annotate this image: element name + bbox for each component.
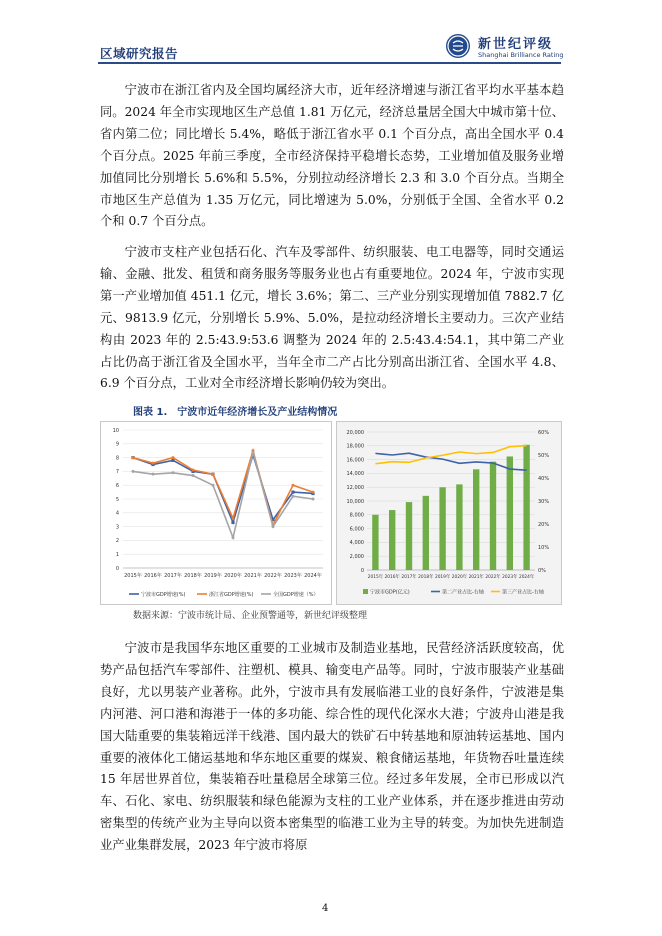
y-tick-label: 7 [115, 469, 119, 476]
data-point [212, 473, 215, 476]
x-tick-label: 2017年 [164, 573, 182, 579]
x-tick-label: 2018年 [184, 573, 202, 579]
y-tick-label: 10,000 [346, 498, 364, 505]
x-tick-label: 2023年 [502, 575, 518, 580]
x-tick-label: 2016年 [144, 573, 162, 579]
x-tick-label: 2023年 [284, 573, 302, 579]
x-tick-label: 2019年 [434, 575, 451, 580]
y-tick-label: 18,000 [346, 443, 364, 450]
data-point [192, 469, 195, 472]
data-point [291, 491, 294, 494]
body-paragraph: 宁波市在浙江省内及全国均属经济大市，近年经济增速与浙江省平均水平基本趋同。2024 年全市实现地区生产总值 1.81 万亿元，经济总量居全国大中城市第十位、省内第二位；同比增长 5.4%，略低于浙江省水平 0.1 个百分点，高出全国水平 0.4 个百分点。2025 年前三季度，全市经济保持平稳增长态势，工业增加值及服务业增加值同比分别增长 5.6%和 5.5%，分别拉动经济增长 2.3 和 3.0 个百分点。当期全市地区生产总值为 1.35 万亿元，同比增速为 5.0%，分别低于全国、全省水平 0.2 个和 0.7 个百分点。 [100, 83, 564, 229]
y-tick-label: 5 [115, 496, 119, 503]
bar [473, 469, 479, 570]
y-tick-label: 0 [115, 565, 119, 572]
y-tick-label: 14,000 [346, 471, 364, 478]
figure-label: 图表 1. [133, 407, 168, 418]
body-paragraph: 宁波市是我国华东地区重要的工业城市及制造业基地，民营经济活跃度较高，优势产品包括汽车零部件、注塑机、模具、输变电产品等。同时，宁波市服装产业基础良好，尤以男装产业著称。此外，宁波市具有发展临港工业的良好条件，宁波港是集内河港、河口港和海港于一体的多功能、综合性的现代化深水大港；宁波舟山港是我国大陆重要的集装箱远洋干线港、国内最大的铁矿石中转基地和原油转运基地、国内重要的液体化工储运基地和华东地区重要的煤炭、粮食储运基地，年货物吞吐量连续 15 年居世界首位，集装箱吞吐量稳居全球第三位。经过多年发展，全市已形成以汽车、石化、家电、纺织服装和绿色能源为支柱的工业产业体系，并在逐步推进由劳动密集型的传统产业为主导向以资本密集型的临港工业为主导的转变。为加快先进制造业产业集群发展，2023 年宁波市将原 [100, 641, 564, 853]
x-tick-label: 2015年 [124, 573, 142, 579]
bar [406, 502, 412, 570]
bar [439, 487, 445, 570]
y2-tick-label: 0% [538, 567, 546, 574]
legend-label: 全国GDP增速（%） [273, 592, 319, 598]
y-tick-label: 6,000 [349, 526, 364, 533]
bar [490, 462, 496, 570]
data-point [172, 471, 175, 474]
data-point [171, 459, 174, 462]
data-point [292, 495, 295, 498]
data-point [231, 521, 234, 524]
y-tick-label: 0 [360, 567, 364, 574]
y2-tick-label: 30% [538, 498, 550, 505]
series-line [133, 451, 313, 526]
x-tick-label: 2020年 [224, 573, 242, 579]
data-point [312, 491, 315, 494]
x-tick-label: 2019年 [204, 573, 222, 579]
x-tick-label: 2017年 [401, 575, 417, 580]
gdp-growth-line-chart [100, 421, 332, 605]
y2-tick-label: 50% [538, 452, 550, 459]
y2-tick-label: 10% [538, 544, 550, 551]
data-point [272, 525, 275, 528]
y2-tick-label: 40% [538, 475, 550, 482]
page-header [0, 0, 662, 64]
page-number: 4 [322, 903, 329, 914]
logo-seal-icon [446, 34, 470, 58]
data-point [212, 484, 215, 487]
brand-name-cn: 新世纪评级 [478, 37, 554, 52]
y-tick-label: 10 [112, 427, 119, 434]
y-tick-label: 16,000 [346, 457, 364, 464]
data-point [172, 456, 175, 459]
y-tick-label: 2,000 [349, 554, 364, 560]
data-point [132, 470, 135, 473]
y-tick-label: 9 [115, 441, 119, 448]
x-tick-label: 2020年 [451, 575, 468, 580]
y-tick-label: 6 [115, 483, 119, 489]
data-point [292, 484, 295, 487]
legend-label: 第二产业占比-右轴 [442, 589, 484, 596]
x-tick-label: 2024年 [304, 573, 322, 579]
gdp-structure-combo-chart [336, 421, 562, 605]
legend-swatch [363, 589, 368, 594]
x-tick-label: 2024年 [518, 575, 535, 580]
bar [523, 445, 529, 570]
gdp-growth-chart-svg [101, 422, 331, 604]
y-tick-label: 3 [115, 524, 119, 531]
gdp-structure-chart-svg [337, 422, 561, 604]
y-tick-label: 4 [115, 510, 119, 517]
figure-source: 数据来源：宁波市统计局、企业预警通等，新世纪评级整理 [133, 611, 368, 621]
legend-label: 宁波市GDP(亿元) [370, 589, 410, 596]
x-tick-label: 2021年 [468, 575, 484, 580]
legend-label: 浙江省GDP增速(%) [209, 592, 254, 598]
figure-caption: 宁波市近年经济增长及产业结构情况 [177, 407, 338, 418]
x-tick-label: 2015年 [367, 575, 384, 580]
y-tick-label: 20,000 [346, 429, 364, 436]
data-point [192, 474, 195, 477]
figure-title [133, 403, 337, 418]
header-divider [98, 62, 561, 64]
legend-label: 宁波市GDP增速(%) [141, 592, 186, 598]
bar [372, 515, 378, 570]
y-tick-label: 8,000 [349, 512, 364, 519]
data-point [232, 517, 235, 520]
bar [507, 456, 513, 570]
brand-name-en: Shanghai Brilliance Rating [478, 51, 564, 59]
x-tick-label: 2022年 [485, 575, 501, 580]
y2-tick-label: 20% [538, 521, 550, 528]
y-tick-label: 4,000 [349, 540, 364, 547]
bar [423, 496, 429, 570]
y-tick-label: 1 [115, 552, 119, 558]
x-tick-label: 2018年 [418, 575, 434, 580]
y2-tick-label: 60% [538, 429, 550, 436]
bar [456, 484, 462, 570]
data-point [252, 451, 255, 454]
bar [389, 510, 395, 570]
y-tick-label: 12,000 [346, 485, 364, 491]
y-tick-label: 2 [115, 538, 119, 545]
body-paragraph: 宁波市支柱产业包括石化、汽车及零部件、纺织服装、电工电器等，同时交通运输、金融、批发、租赁和商务服务等服务业也占有重要地位。2024 年，宁波市实现第一产业增加值 451.1 亿元，增长 3.6%；第二、三产业分别实现增加值 7882.7 亿元、9813.9 亿元，分别增长 5.9%、5.0%，是拉动经济增长主要动力。三次产业结构由 2023 年的 2.5:43.9:53.6 调整为 2024 年的 2.5:43.4:54.1，其中第二产业占比仍高于浙江省及全国水平，当年全市二产占比分别高出浙江省、全国水平 4.8、6.9 个百分点，工业对全市经济增长影响仍较为突出。 [100, 245, 564, 391]
x-tick-label: 2016年 [384, 575, 400, 580]
data-point [152, 473, 155, 476]
data-point [132, 456, 135, 459]
x-tick-label: 2022年 [264, 573, 282, 579]
legend-label: 第三产业占比-右轴 [502, 589, 544, 596]
data-point [152, 462, 155, 465]
y-tick-label: 8 [115, 455, 119, 462]
x-tick-label: 2021年 [244, 573, 262, 579]
data-point [312, 498, 315, 501]
data-point [232, 536, 235, 539]
section-title: 区域研究报告 [100, 46, 179, 61]
